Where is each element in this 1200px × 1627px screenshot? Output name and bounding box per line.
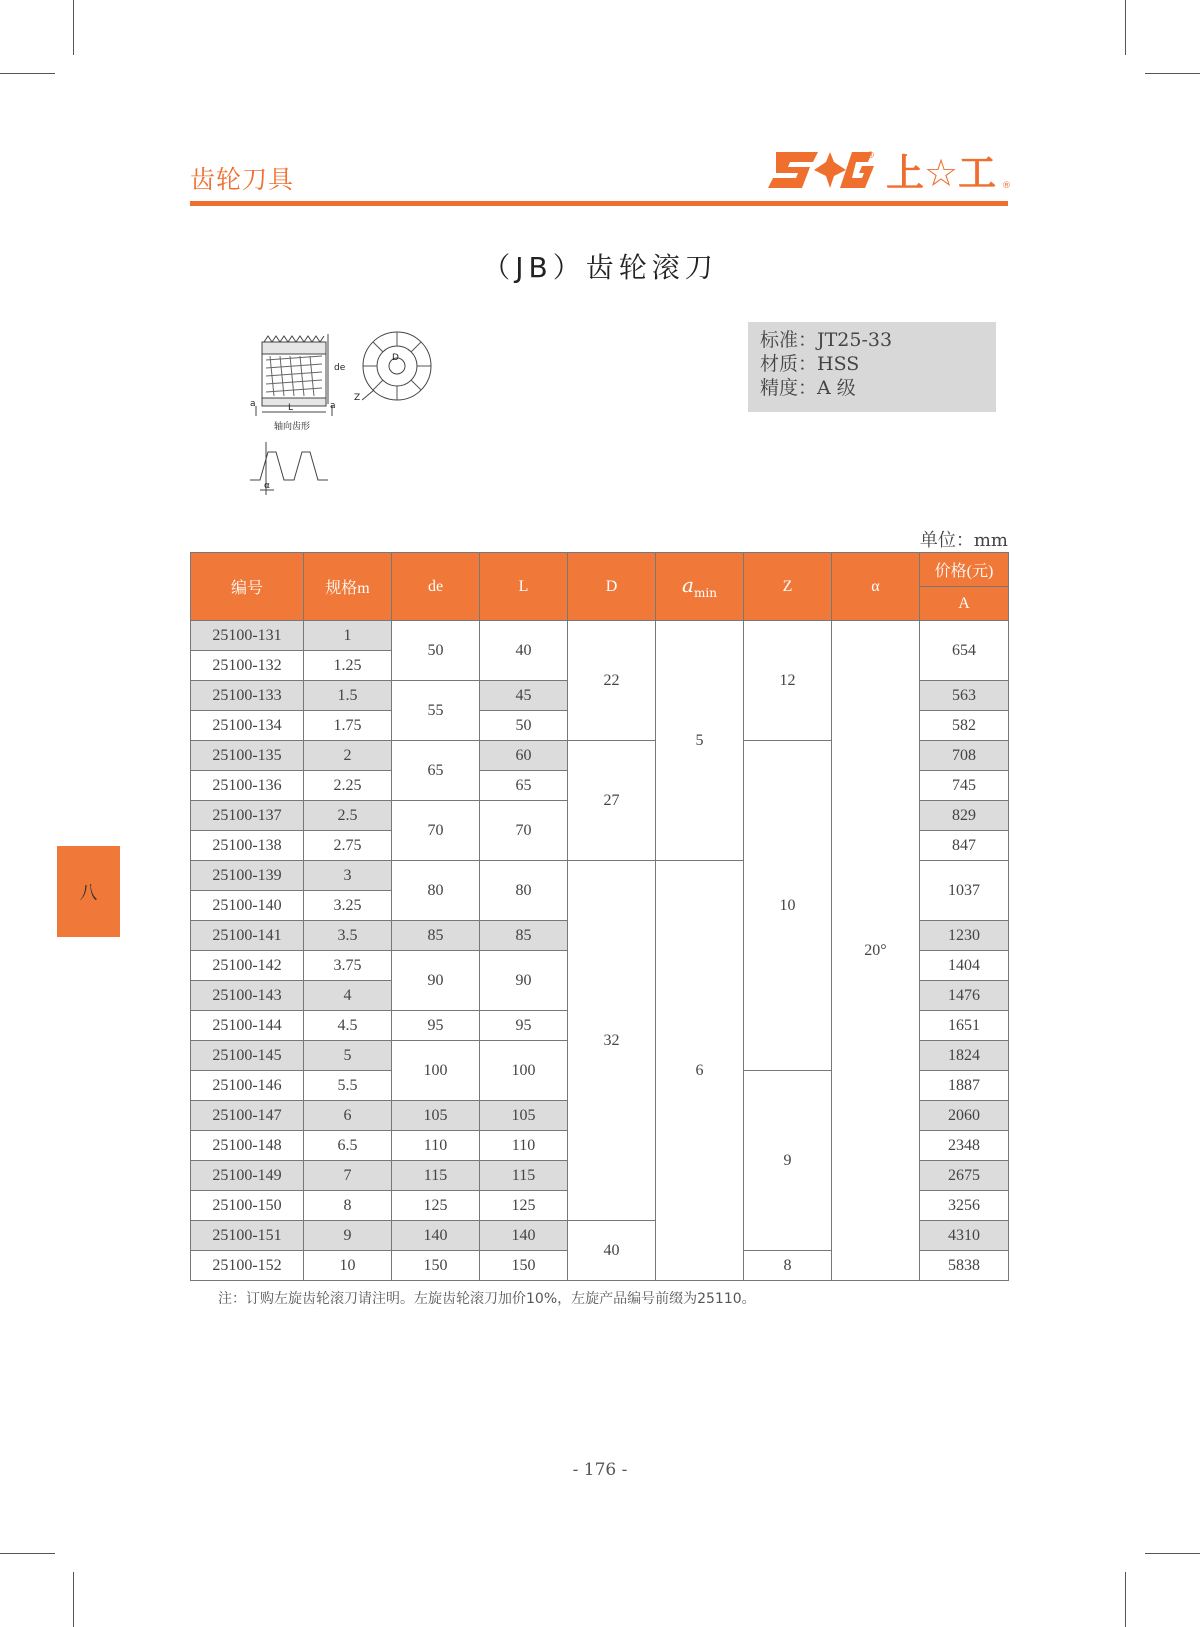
cell-Z: 10 bbox=[744, 741, 832, 1071]
cell-de: 115 bbox=[392, 1161, 480, 1191]
cell-code: 25100-144 bbox=[191, 1011, 304, 1041]
cell-de: 55 bbox=[392, 681, 480, 741]
crop-mark bbox=[0, 73, 55, 74]
label-L: L bbox=[288, 403, 294, 413]
svg-text:®: ® bbox=[1002, 181, 1011, 191]
cell-alpha: 20° bbox=[832, 621, 920, 1281]
cell-D: 32 bbox=[568, 861, 656, 1221]
cell-code: 25100-145 bbox=[191, 1041, 304, 1071]
cell-code: 25100-132 bbox=[191, 651, 304, 681]
table-row bbox=[191, 621, 1009, 651]
cell-L: 125 bbox=[480, 1191, 568, 1221]
cell-L: 65 bbox=[480, 771, 568, 801]
header-amin: $a_{min}$ bbox=[656, 553, 744, 621]
cell-code: 25100-140 bbox=[191, 891, 304, 921]
cell-code: 25100-142 bbox=[191, 951, 304, 981]
cell-D: 22 bbox=[568, 621, 656, 741]
label-de: de bbox=[334, 363, 346, 373]
cell-de: 150 bbox=[392, 1251, 480, 1281]
cell-module: 5.5 bbox=[304, 1071, 392, 1101]
cell-Z: 9 bbox=[744, 1071, 832, 1251]
cell-code: 25100-138 bbox=[191, 831, 304, 861]
cell-L: 90 bbox=[480, 951, 568, 1011]
cell-amin: 6 bbox=[656, 861, 744, 1281]
cell-L: 100 bbox=[480, 1041, 568, 1101]
label-a: a bbox=[250, 399, 256, 409]
cell-module: 6.5 bbox=[304, 1131, 392, 1161]
label-a2: a bbox=[330, 401, 336, 411]
cell-module: 3.75 bbox=[304, 951, 392, 981]
cell-code: 25100-133 bbox=[191, 681, 304, 711]
cell-code: 25100-148 bbox=[191, 1131, 304, 1161]
cell-L: 140 bbox=[480, 1221, 568, 1251]
hob-table bbox=[190, 552, 1008, 1281]
cell-code: 25100-143 bbox=[191, 981, 304, 1011]
cell-code: 25100-136 bbox=[191, 771, 304, 801]
spec-material: 材质：HSS bbox=[760, 353, 860, 375]
cell-module: 3.5 bbox=[304, 921, 392, 951]
label-alpha: α bbox=[264, 481, 270, 491]
cell-price: 3256 bbox=[920, 1191, 1009, 1221]
header-Z: Z bbox=[744, 553, 832, 621]
cell-code: 25100-150 bbox=[191, 1191, 304, 1221]
cell-module: 2.75 bbox=[304, 831, 392, 861]
cell-code: 25100-139 bbox=[191, 861, 304, 891]
cell-code: 25100-147 bbox=[191, 1101, 304, 1131]
cell-price: 2060 bbox=[920, 1101, 1009, 1131]
svg-text:®: ® bbox=[866, 151, 875, 161]
cell-module: 2 bbox=[304, 741, 392, 771]
cell-module: 6 bbox=[304, 1101, 392, 1131]
page-title: （JB）齿轮滚刀 bbox=[482, 251, 718, 284]
cell-L: 70 bbox=[480, 801, 568, 861]
cell-module: 10 bbox=[304, 1251, 392, 1281]
cell-module: 7 bbox=[304, 1161, 392, 1191]
cell-module: 2.5 bbox=[304, 801, 392, 831]
cell-price: 708 bbox=[920, 741, 1009, 771]
cell-de: 80 bbox=[392, 861, 480, 921]
cell-module: 1.25 bbox=[304, 651, 392, 681]
cell-price: 829 bbox=[920, 801, 1009, 831]
crop-mark bbox=[1125, 0, 1126, 55]
cell-price: 745 bbox=[920, 771, 1009, 801]
cell-de: 85 bbox=[392, 921, 480, 951]
page-number: - 176 - bbox=[572, 1460, 628, 1480]
spec-standard: 标准：JT25-33 bbox=[760, 329, 893, 351]
crop-mark bbox=[0, 1553, 55, 1554]
cell-de: 95 bbox=[392, 1011, 480, 1041]
unit-label: 单位：mm bbox=[919, 530, 1008, 551]
crop-mark bbox=[1145, 1553, 1200, 1554]
spec-box bbox=[748, 322, 996, 412]
header-price: 价格(元) bbox=[920, 553, 1009, 587]
cell-price: 1404 bbox=[920, 951, 1009, 981]
cell-de: 110 bbox=[392, 1131, 480, 1161]
cell-L: 105 bbox=[480, 1101, 568, 1131]
cell-L: 80 bbox=[480, 861, 568, 921]
cell-de: 90 bbox=[392, 951, 480, 1011]
cell-price: 4310 bbox=[920, 1221, 1009, 1251]
cell-price: 847 bbox=[920, 831, 1009, 861]
cell-module: 4 bbox=[304, 981, 392, 1011]
cell-code: 25100-135 bbox=[191, 741, 304, 771]
cell-price: 2348 bbox=[920, 1131, 1009, 1161]
cell-price: 654 bbox=[920, 621, 1009, 681]
cell-de: 105 bbox=[392, 1101, 480, 1131]
cell-price: 5838 bbox=[920, 1251, 1009, 1281]
cell-price: 1230 bbox=[920, 921, 1009, 951]
header-alpha: α bbox=[832, 553, 920, 621]
cell-L: 45 bbox=[480, 681, 568, 711]
crop-mark bbox=[1145, 73, 1200, 74]
brand-logo bbox=[768, 146, 1012, 194]
cell-price: 1476 bbox=[920, 981, 1009, 1011]
cell-amin: 5 bbox=[656, 621, 744, 861]
cell-code: 25100-146 bbox=[191, 1071, 304, 1101]
cell-price: 1824 bbox=[920, 1041, 1009, 1071]
header-module: 规格m bbox=[304, 553, 392, 621]
cell-Z: 8 bbox=[744, 1251, 832, 1281]
cell-price: 2675 bbox=[920, 1161, 1009, 1191]
chapter-tab: 八 bbox=[57, 846, 120, 937]
brand-chinese: 上☆工 bbox=[886, 151, 997, 194]
crop-mark bbox=[1125, 1572, 1126, 1627]
cell-module: 1.5 bbox=[304, 681, 392, 711]
section-title: 齿轮刀具 bbox=[190, 165, 295, 194]
cell-code: 25100-134 bbox=[191, 711, 304, 741]
cell-de: 50 bbox=[392, 621, 480, 681]
cell-L: 60 bbox=[480, 741, 568, 771]
cell-price: 582 bbox=[920, 711, 1009, 741]
header-code: 编号 bbox=[191, 553, 304, 621]
cell-D: 40 bbox=[568, 1221, 656, 1281]
cell-price: 563 bbox=[920, 681, 1009, 711]
cell-L: 40 bbox=[480, 621, 568, 681]
label-Z: Z bbox=[354, 393, 361, 403]
cell-L: 150 bbox=[480, 1251, 568, 1281]
cell-price: 1887 bbox=[920, 1071, 1009, 1101]
cell-module: 8 bbox=[304, 1191, 392, 1221]
cell-de: 65 bbox=[392, 741, 480, 801]
cell-de: 140 bbox=[392, 1221, 480, 1251]
cell-L: 85 bbox=[480, 921, 568, 951]
cell-code: 25100-149 bbox=[191, 1161, 304, 1191]
cell-price: 1037 bbox=[920, 861, 1009, 921]
cell-module: 1 bbox=[304, 621, 392, 651]
cell-code: 25100-151 bbox=[191, 1221, 304, 1251]
cell-module: 2.25 bbox=[304, 771, 392, 801]
cell-price: 1651 bbox=[920, 1011, 1009, 1041]
label-axial-profile: 轴向齿形 bbox=[274, 422, 311, 432]
cell-Z: 12 bbox=[744, 621, 832, 741]
spec-precision: 精度：A 级 bbox=[760, 377, 856, 399]
cell-module: 3 bbox=[304, 861, 392, 891]
cell-module: 5 bbox=[304, 1041, 392, 1071]
cell-module: 1.75 bbox=[304, 711, 392, 741]
cell-L: 110 bbox=[480, 1131, 568, 1161]
cell-de: 100 bbox=[392, 1041, 480, 1101]
header-rule bbox=[190, 201, 1008, 206]
cell-code: 25100-152 bbox=[191, 1251, 304, 1281]
cell-L: 50 bbox=[480, 711, 568, 741]
cell-code: 25100-141 bbox=[191, 921, 304, 951]
header-L: L bbox=[480, 553, 568, 621]
order-note: 注：订购左旋齿轮滚刀请注明。左旋齿轮滚刀加价10%，左旋产品编号前缀为25110。 bbox=[218, 1291, 756, 1307]
cell-de: 125 bbox=[392, 1191, 480, 1221]
cell-module: 9 bbox=[304, 1221, 392, 1251]
hob-drawing bbox=[250, 330, 460, 510]
cell-module: 4.5 bbox=[304, 1011, 392, 1041]
crop-mark bbox=[73, 0, 74, 55]
crop-mark bbox=[73, 1572, 74, 1627]
header-de: de bbox=[392, 553, 480, 621]
cell-L: 115 bbox=[480, 1161, 568, 1191]
sg-logo-mark bbox=[768, 151, 875, 188]
cell-D: 27 bbox=[568, 741, 656, 861]
label-D: D bbox=[392, 353, 399, 363]
header-D: D bbox=[568, 553, 656, 621]
cell-module: 3.25 bbox=[304, 891, 392, 921]
cell-L: 95 bbox=[480, 1011, 568, 1041]
cell-code: 25100-137 bbox=[191, 801, 304, 831]
cell-code: 25100-131 bbox=[191, 621, 304, 651]
cell-de: 70 bbox=[392, 801, 480, 861]
header-price-grade: A bbox=[920, 587, 1009, 621]
